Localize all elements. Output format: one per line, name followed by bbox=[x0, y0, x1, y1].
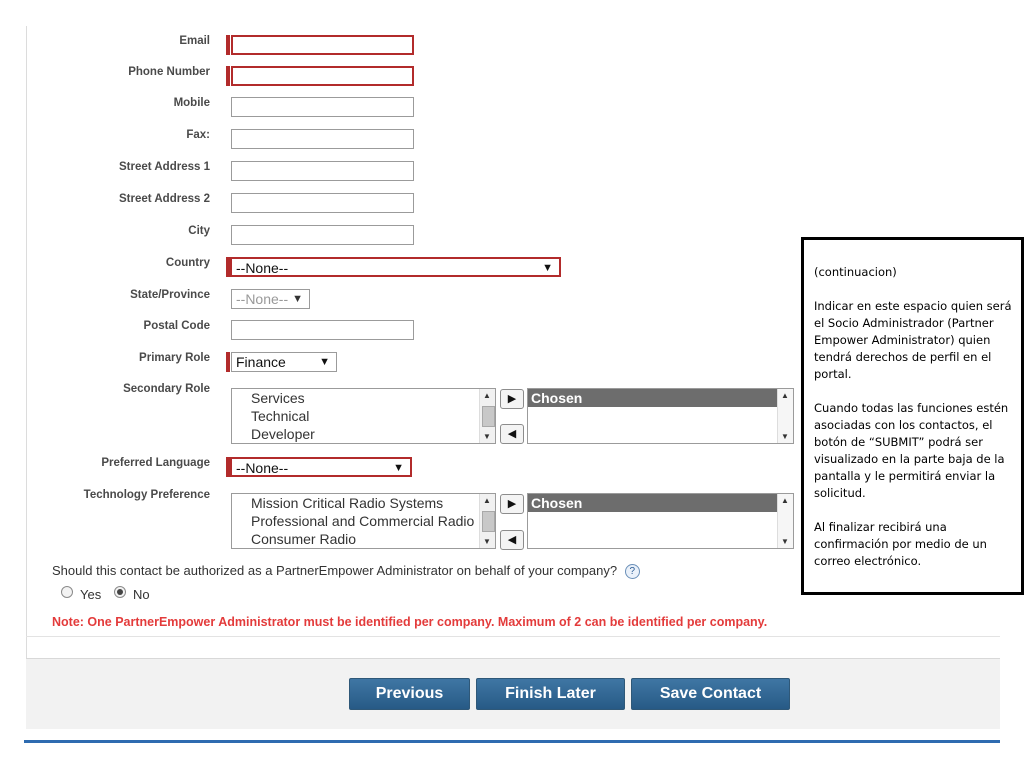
scroll-down-icon[interactable]: ▼ bbox=[781, 537, 789, 546]
chevron-down-icon: ▼ bbox=[292, 293, 303, 305]
radio-yes-label: Yes bbox=[80, 587, 102, 602]
phone-field[interactable] bbox=[231, 66, 414, 86]
scrollbar[interactable] bbox=[479, 494, 495, 548]
state-select[interactable] bbox=[231, 289, 310, 309]
city-field[interactable] bbox=[231, 225, 414, 245]
move-left-button[interactable] bbox=[500, 530, 524, 550]
technology-available-list[interactable] bbox=[231, 493, 496, 549]
list-item[interactable]: Consumer Radio bbox=[251, 531, 357, 547]
arrow-right-icon: ▶ bbox=[507, 498, 517, 510]
scrollbar[interactable] bbox=[479, 389, 495, 443]
secondary-role-label: Secondary Role bbox=[123, 383, 210, 395]
fax-label: Fax: bbox=[186, 129, 210, 141]
scroll-up-icon[interactable]: ▲ bbox=[483, 391, 491, 400]
secondary-role-chosen-list[interactable] bbox=[527, 388, 794, 444]
callout-heading: (continuacion) bbox=[814, 265, 897, 279]
country-select[interactable] bbox=[230, 257, 561, 277]
list-item[interactable]: Professional and Commercial Radio bbox=[251, 513, 475, 529]
scrollbar[interactable] bbox=[777, 494, 793, 548]
fax-field[interactable] bbox=[231, 129, 414, 149]
postal-label: Postal Code bbox=[143, 320, 210, 332]
technology-preference-label: Technology Preference bbox=[83, 489, 210, 501]
list-item[interactable]: Services bbox=[251, 390, 305, 406]
scroll-down-icon[interactable]: ▼ bbox=[781, 432, 789, 441]
email-field[interactable] bbox=[231, 35, 414, 55]
admin-note: Note: One PartnerEmpower Administrator must be identified per company. Maximum of 2 can be identified per company. bbox=[52, 615, 768, 629]
secondary-role-available-list[interactable] bbox=[231, 388, 496, 444]
chevron-down-icon: ▼ bbox=[319, 356, 330, 368]
street1-field[interactable] bbox=[231, 161, 414, 181]
previous-button[interactable]: Previous bbox=[349, 678, 470, 710]
street2-field[interactable] bbox=[231, 193, 414, 213]
chevron-down-icon: ▼ bbox=[393, 462, 404, 474]
preferred-language-label: Preferred Language bbox=[101, 457, 210, 469]
primary-role-label: Primary Role bbox=[139, 352, 210, 364]
scroll-down-icon[interactable]: ▼ bbox=[483, 537, 491, 546]
arrow-left-icon: ◀ bbox=[507, 534, 517, 546]
street2-label: Street Address 2 bbox=[119, 193, 210, 205]
state-label: State/Province bbox=[130, 289, 210, 301]
instruction-callout bbox=[801, 237, 1024, 595]
technology-chosen-list[interactable] bbox=[527, 493, 794, 549]
callout-paragraph: Indicar en este espacio quien será el Socio Administrador (Partner Empower Administrator) quien tendrá derechos de perfil en el portal. bbox=[814, 299, 1012, 381]
scroll-up-icon[interactable]: ▲ bbox=[781, 496, 789, 505]
callout-paragraph: Al finalizar recibirá una confirmación por medio de un correo electrónico. bbox=[814, 520, 987, 568]
chosen-header: Chosen bbox=[528, 494, 777, 512]
callout-paragraph: Cuando todas las funciones estén asociadas con los contactos, el botón de “SUBMIT” podrá ser visualizado en la parte baja de la pantalla y le permitirá enviar la solicitud. bbox=[814, 401, 1009, 500]
move-right-button[interactable] bbox=[500, 389, 524, 409]
country-value: --None-- bbox=[236, 260, 289, 276]
divider bbox=[26, 636, 1000, 637]
move-right-button[interactable] bbox=[500, 494, 524, 514]
required-indicator bbox=[226, 352, 230, 372]
scroll-thumb[interactable] bbox=[482, 406, 495, 427]
radio-no-label: No bbox=[133, 587, 150, 602]
mobile-field[interactable] bbox=[231, 97, 414, 117]
admin-question-text: Should this contact be authorized as a PartnerEmpower Administrator on behalf of your company? bbox=[52, 563, 618, 578]
finish-later-button[interactable]: Finish Later bbox=[476, 678, 625, 710]
accent-line bbox=[24, 740, 1000, 743]
chevron-down-icon: ▼ bbox=[542, 262, 553, 274]
state-value: --None-- bbox=[236, 291, 289, 307]
scroll-down-icon[interactable]: ▼ bbox=[483, 432, 491, 441]
street1-label: Street Address 1 bbox=[119, 161, 210, 173]
mobile-label: Mobile bbox=[173, 97, 210, 109]
scroll-up-icon[interactable]: ▲ bbox=[781, 391, 789, 400]
preferred-language-select[interactable] bbox=[230, 457, 412, 477]
scroll-up-icon[interactable]: ▲ bbox=[483, 496, 491, 505]
arrow-right-icon: ▶ bbox=[507, 393, 517, 405]
scroll-thumb[interactable] bbox=[482, 511, 495, 532]
list-item[interactable]: Mission Critical Radio Systems bbox=[251, 495, 444, 511]
radio-no[interactable] bbox=[114, 586, 126, 598]
list-item[interactable]: Technical bbox=[251, 408, 310, 424]
move-left-button[interactable] bbox=[500, 424, 524, 444]
phone-label: Phone Number bbox=[128, 66, 210, 78]
email-label: Email bbox=[179, 35, 210, 47]
primary-role-select[interactable] bbox=[231, 352, 337, 372]
admin-question bbox=[52, 563, 640, 579]
radio-yes[interactable] bbox=[61, 586, 73, 598]
chosen-header: Chosen bbox=[528, 389, 777, 407]
postal-code-field[interactable] bbox=[231, 320, 414, 340]
city-label: City bbox=[188, 225, 210, 237]
question-icon[interactable]: ? bbox=[625, 564, 640, 579]
country-label: Country bbox=[165, 257, 210, 269]
arrow-left-icon: ◀ bbox=[507, 428, 517, 440]
save-contact-button[interactable]: Save Contact bbox=[631, 678, 790, 710]
preferred-language-value: --None-- bbox=[236, 460, 289, 476]
scrollbar[interactable] bbox=[777, 389, 793, 443]
required-indicator bbox=[226, 35, 230, 55]
list-item[interactable]: Developer bbox=[251, 426, 315, 442]
required-indicator bbox=[226, 66, 230, 86]
primary-role-value: Finance bbox=[236, 354, 286, 370]
